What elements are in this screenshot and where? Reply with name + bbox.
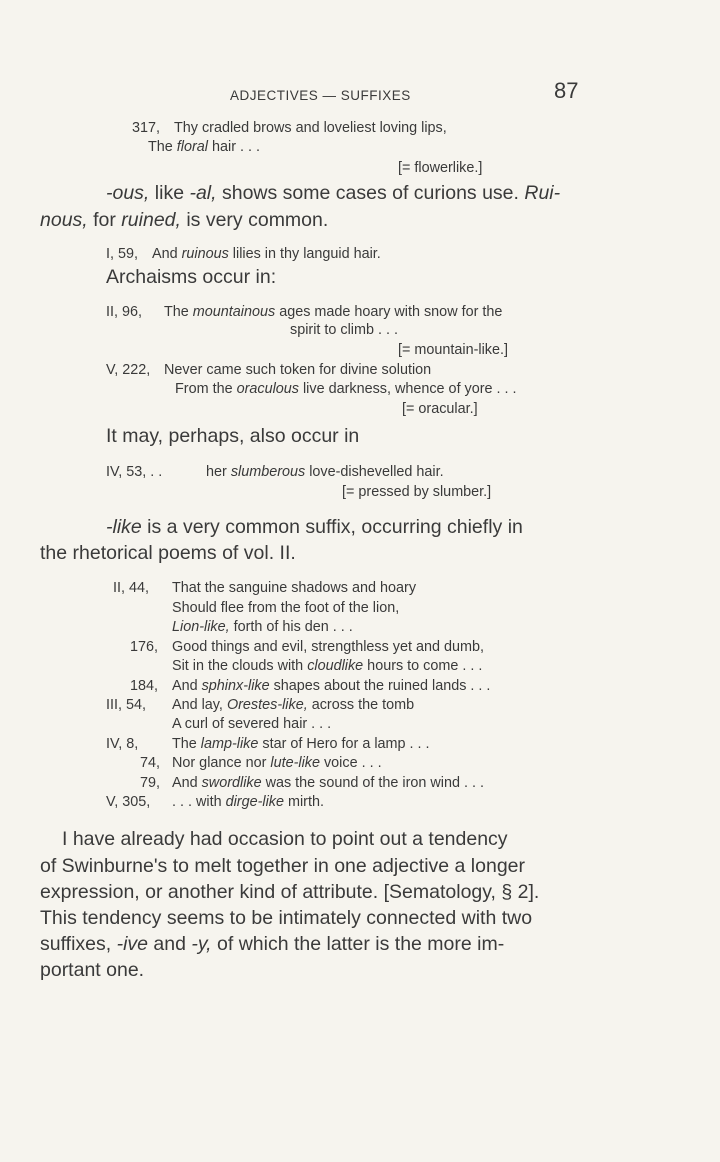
quote-line: And ruinous lilies in thy languid hair. — [152, 246, 381, 262]
gloss: [= pressed by slumber.] — [342, 484, 492, 500]
quote-line: Thy cradled brows and loveliest loving lips, — [174, 120, 447, 136]
running-head: ADJECTIVES — SUFFIXES — [230, 88, 411, 103]
paragraph-line: -like is a very common suffix, occurring chiefly in — [106, 516, 523, 538]
gloss: [= flowerlike.] — [398, 160, 483, 176]
paragraph-line: portant one. — [40, 959, 145, 981]
page-number: 87 — [554, 78, 579, 103]
quote-reference: IV, 53, . . — [106, 464, 163, 480]
quote-line: And sphinx-like shapes about the ruined lands . . . — [172, 678, 491, 694]
quote-reference: 317, — [132, 120, 161, 136]
quote-line: Nor glance nor lute-like voice . . . — [172, 755, 382, 771]
quote-line: And swordlike was the sound of the iron wind . . . — [172, 775, 484, 791]
quote-line: Good things and evil, strengthless yet and dumb, — [172, 639, 484, 655]
quote-line: The lamp-like star of Hero for a lamp . . . — [172, 736, 430, 752]
quote-line: Should flee from the foot of the lion, — [172, 600, 400, 616]
quote-line: Sit in the clouds with cloudlike hours to come . . . — [172, 658, 483, 674]
gloss: [= oracular.] — [402, 401, 478, 417]
paragraph-line: nous, for ruined, is very common. — [40, 209, 329, 231]
page-header — [0, 78, 720, 114]
quote-reference: V, 222, — [106, 362, 151, 378]
paragraph-line: This tendency seems to be intimately connected with two — [40, 907, 533, 929]
quote-reference: 176, — [130, 639, 159, 655]
quote-line: A curl of severed hair . . . — [172, 716, 332, 732]
quote-line: From the oraculous live darkness, whence of yore . . . — [175, 381, 517, 397]
quote-reference: II, 44, — [113, 580, 149, 596]
heading-archaisms: Archaisms occur in: — [106, 266, 277, 288]
paragraph-perhaps: It may, perhaps, also occur in — [106, 425, 360, 447]
quote-line: spirit to climb . . . — [290, 322, 398, 338]
quote-line: That the sanguine shadows and hoary — [172, 580, 417, 596]
paragraph-line: suffixes, -ive and -y, of which the latter is the more im- — [40, 933, 505, 955]
paragraph-line: I have already had occasion to point out a tendency — [62, 828, 508, 850]
gloss: [= mountain-like.] — [398, 342, 508, 358]
quote-line: And lay, Orestes-like, across the tomb — [172, 697, 415, 713]
quote-reference: III, 54, — [106, 697, 146, 713]
quote-reference: IV, 8, — [106, 736, 139, 752]
paragraph-line: expression, or another kind of attribute. [Sematology, § 2]. — [40, 881, 540, 903]
quote-reference: 74, — [140, 755, 161, 771]
paragraph-line: of Swinburne's to melt together in one adjective a longer — [40, 855, 526, 877]
quote-line: . . . with dirge-like mirth. — [172, 794, 324, 810]
quote-reference: II, 96, — [106, 304, 142, 320]
quote-reference: V, 305, — [106, 794, 151, 810]
quote-reference: 184, — [130, 678, 159, 694]
quote-line: The mountainous ages made hoary with snow for the — [164, 304, 503, 320]
quote-line: Never came such token for divine solution — [164, 362, 432, 378]
quote-line: The floral hair . . . — [148, 139, 260, 155]
quote-reference: 79, — [140, 775, 161, 791]
paragraph-line: the rhetorical poems of vol. II. — [40, 542, 296, 564]
paragraph-line: -ous, like -al, shows some cases of curions use. Rui- — [106, 182, 561, 204]
quote-line: Lion-like, forth of his den . . . — [172, 619, 353, 635]
quote-line: her slumberous love-dishevelled hair. — [206, 464, 444, 480]
quote-reference: I, 59, — [106, 246, 138, 262]
